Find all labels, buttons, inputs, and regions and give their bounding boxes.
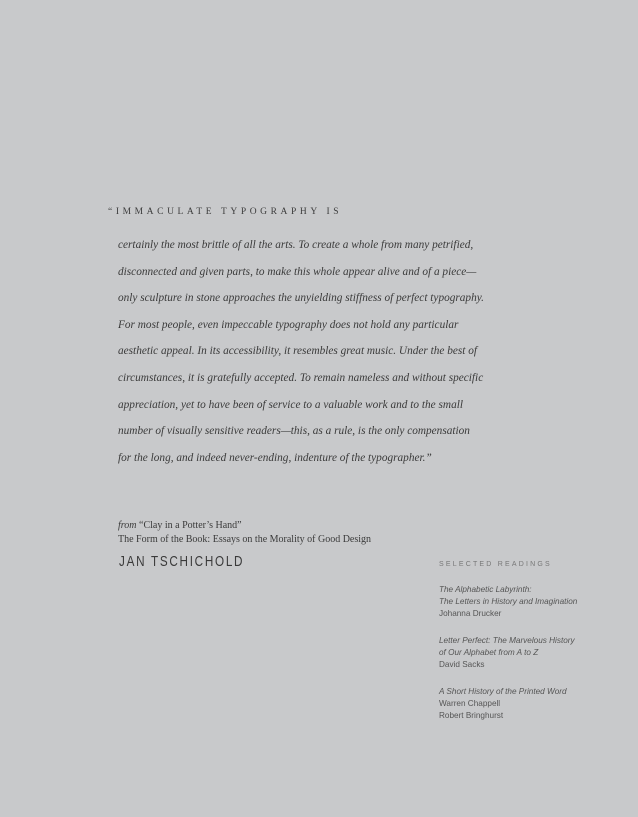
reading-item	[439, 584, 629, 620]
reading-title: Letter Perfect: The Marvelous History	[439, 636, 575, 645]
reading-author: Johanna Drucker	[439, 609, 502, 618]
reading-author: Robert Bringhurst	[439, 711, 504, 720]
reading-title: The Letters in History and Imagination	[439, 597, 578, 606]
source-book: The Form of the Book: Essays on the Morality of Good Design	[118, 534, 372, 545]
readings-title: SELECTED READINGS	[439, 561, 552, 568]
reading-title: A Short History of the Printed Word	[439, 687, 567, 696]
source-essay-line	[118, 519, 371, 533]
quote-line: number of visually sensitive readers—this, as a rule, is the only compensation	[118, 425, 470, 438]
quote-line: for the long, and indeed never-ending, indenture of the typographer.”	[118, 451, 432, 464]
selected-readings	[439, 561, 629, 737]
quote-line: circumstances, it is gratefully accepted. To remain nameless and without specific	[118, 371, 484, 384]
quote-lead: “IMMACULATE TYPOGRAPHY IS	[108, 207, 343, 217]
quote-body	[118, 232, 518, 471]
reading-item	[439, 686, 629, 722]
quote-line: appreciation, yet to have been of service to a valuable work and to the small	[118, 398, 463, 411]
quote-line: aesthetic appeal. In its accessibility, it resembles great music. Under the best of	[118, 345, 478, 358]
source-from-word: from	[118, 520, 137, 531]
quote-line: disconnected and given parts, to make this whole appear alive and of a piece—	[118, 265, 477, 278]
reading-item	[439, 635, 629, 671]
quote-line: only sculpture in stone approaches the unyielding stiffness of perfect typography.	[118, 292, 484, 305]
source-essay: “Clay in a Potter’s Hand”	[139, 520, 242, 531]
reading-title: The Alphabetic Labyrinth:	[439, 585, 532, 594]
reading-author: Warren Chappell	[439, 699, 501, 708]
quote-source	[118, 519, 371, 547]
quote-line: For most people, even impeccable typography does not hold any particular	[118, 318, 459, 331]
quote-line: certainly the most brittle of all the arts. To create a whole from many petrified,	[118, 239, 474, 251]
author-name: JAN TSCHICHOLD	[119, 553, 245, 570]
reading-title: of Our Alphabet from A to Z	[439, 648, 539, 657]
reading-author: David Sacks	[439, 660, 485, 669]
